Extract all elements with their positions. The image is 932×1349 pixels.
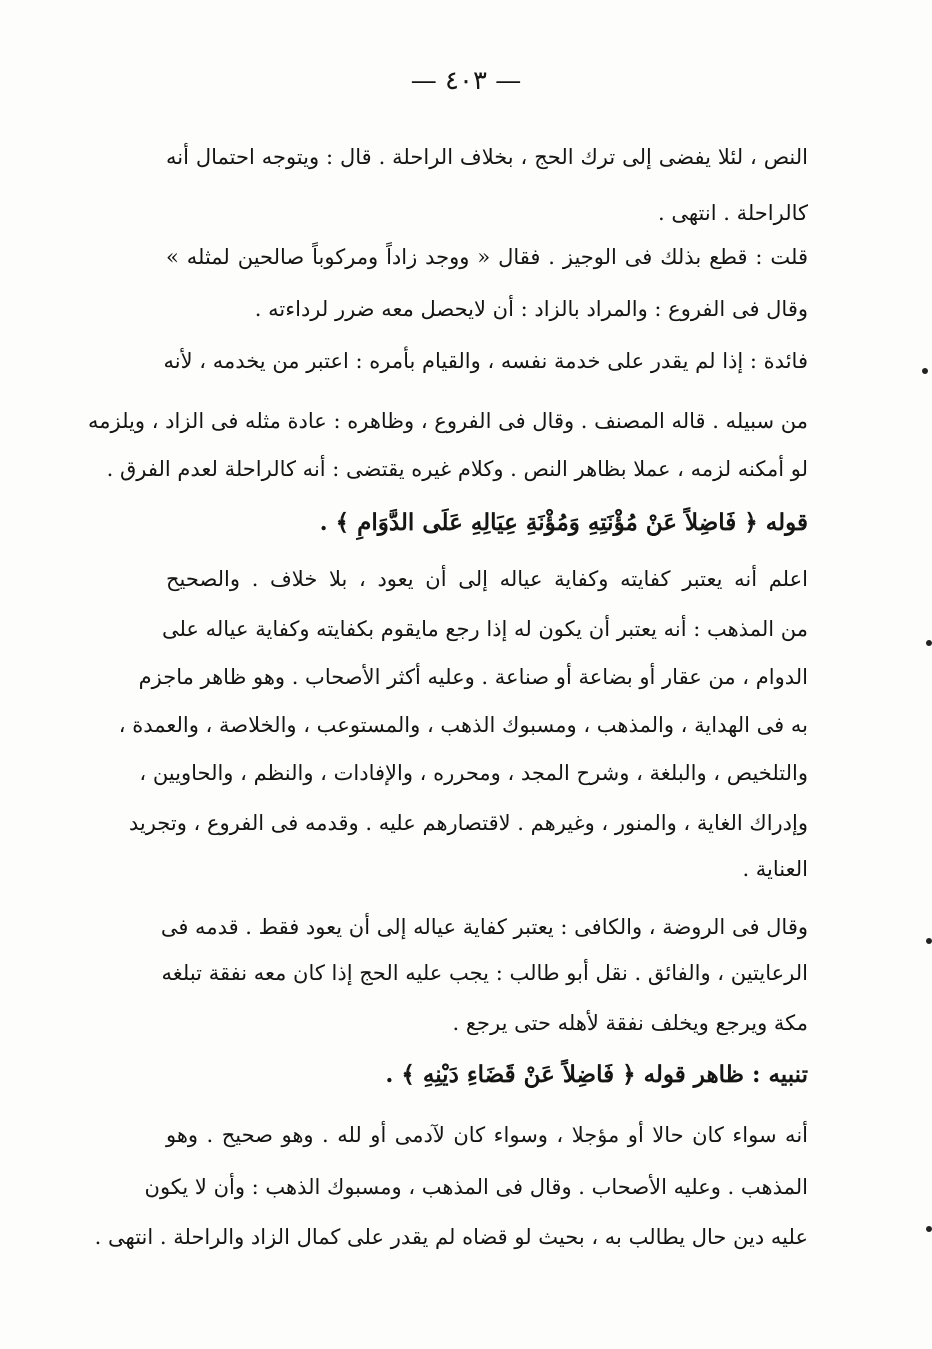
text-line: أنه سواء كان حالا أو مؤجلا ، وسواء كان لآدمى أو لله . وهو صحيح . وهو xyxy=(166,1123,808,1147)
section-heading: تنبيه : ظاهر قوله ﴿ فَاضِلاً عَنْ قَضَاءِ دَيْنِهِ ﴾ . xyxy=(385,1061,808,1088)
binding-mark xyxy=(926,1226,932,1232)
binding-mark xyxy=(926,938,932,944)
text-line: الدوام ، من عقار أو بضاعة أو صناعة . وعليه أكثر الأصحاب . وهو ظاهر ماجزم xyxy=(138,665,808,689)
section-heading: قوله ﴿ فَاضِلاً عَنْ مُؤْنَتِهِ وَمُؤْنَةِ عِيَالِهِ عَلَى الدَّوَامِ ﴾ . xyxy=(319,509,808,536)
binding-mark xyxy=(922,368,928,374)
text-line: قلت : قطع بذلك فى الوجيز . فقال « ووجد زاداً ومركوباً صالحين لمثله » xyxy=(166,245,808,269)
text-line: به فى الهداية ، والمذهب ، ومسبوك الذهب ، والمستوعب ، والخلاصة ، والعمدة ، xyxy=(118,713,808,737)
text-line: الرعايتين ، والفائق . نقل أبو طالب : يجب عليه الحج إذا كان معه نفقة تبلغه xyxy=(161,961,808,985)
text-line: من سبيله . قاله المصنف . وقال فى الفروع ، وظاهره : عادة مثله فى الزاد ، ويلزمه xyxy=(88,409,808,433)
text-line: فائدة : إذا لم يقدر على خدمة نفسه ، والقيام بأمره : اعتبر من يخدمه ، لأنه xyxy=(163,349,808,373)
text-line: اعلم أنه يعتبر كفايته وكفاية عياله إلى أن يعود ، بلا خلاف . والصحيح xyxy=(166,567,808,591)
binding-mark xyxy=(926,640,932,646)
text-line: كالراحلة . انتهى . xyxy=(658,201,808,225)
text-line: من المذهب : أنه يعتبر أن يكون له إذا رجع مايقوم بكفايته وكفاية عياله على xyxy=(161,617,808,641)
text-line: لو أمكنه لزمه ، عملا بظاهر النص . وكلام غيره يقتضى : أنه كالراحلة لعدم الفرق . xyxy=(106,457,808,481)
text-line: العناية . xyxy=(742,857,808,881)
text-line: والتلخيص ، والبلغة ، وشرح المجد ، ومحرره ، والإفادات ، والنظم ، والحاويين ، xyxy=(139,761,808,785)
text-line: وقال فى الروضة ، والكافى : يعتبر كفاية عياله إلى أن يعود فقط . قدمه فى xyxy=(160,915,808,939)
text-line: وقال فى الفروع : والمراد بالزاد : أن لايحصل معه ضرر لرداءته . xyxy=(254,297,808,321)
text-line: وإدراك الغاية ، والمنور ، وغيرهم . لاقتصارهم عليه . وقدمه فى الفروع ، وتجريد xyxy=(128,811,808,835)
text-line: عليه دين حال يطالب به ، بحيث لو قضاه لم يقدر على كمال الزاد والراحلة . انتهى . xyxy=(94,1225,808,1249)
text-line: النص ، لئلا يفضى إلى ترك الحج ، بخلاف الراحلة . قال : ويتوجه احتمال أنه xyxy=(166,145,808,169)
text-line: المذهب . وعليه الأصحاب . وقال فى المذهب ، ومسبوك الذهب : وأن لا يكون xyxy=(144,1175,808,1199)
page-number: — ٤٠٣ — xyxy=(410,66,522,96)
text-line: مكة ويرجع ويخلف نفقة لأهله حتى يرجع . xyxy=(452,1011,808,1035)
